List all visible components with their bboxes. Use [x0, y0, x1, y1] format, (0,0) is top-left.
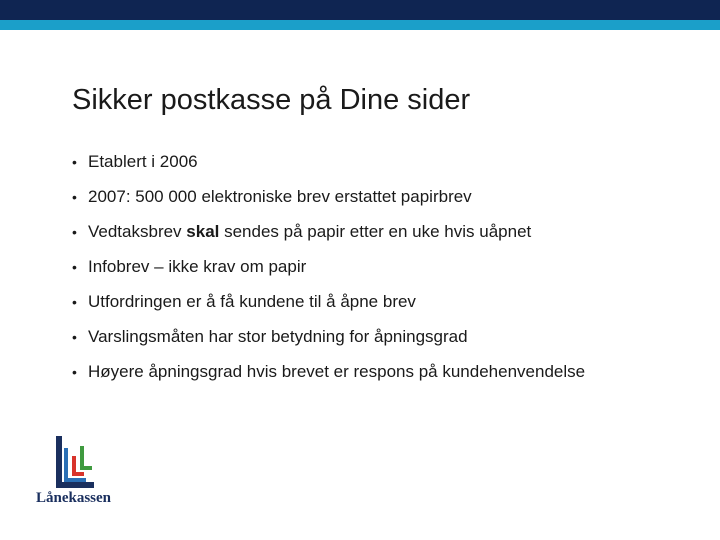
bullet-dot: •	[72, 154, 77, 170]
bullet-text: Infobrev – ikke krav om papir	[88, 257, 307, 276]
bullet-text: Etablert i 2006	[88, 152, 198, 171]
header-accent-stripe	[0, 20, 720, 30]
bullet-text-post: sendes på papir etter en uke hvis uåpnet	[219, 222, 532, 241]
bullet-item	[72, 255, 585, 290]
bullet-list	[72, 150, 585, 395]
bullet-dot: •	[72, 224, 77, 240]
bullet-text: 2007: 500 000 elektroniske brev erstattet papirbrev	[88, 187, 472, 206]
bullet-text: Høyere åpningsgrad hvis brevet er respons på kundehenvendelse	[88, 362, 586, 381]
bullet-item	[72, 360, 585, 395]
bullet-item	[72, 150, 585, 185]
header-bar	[0, 0, 720, 20]
bullet-item	[72, 220, 585, 255]
bullet-dot: •	[72, 189, 77, 205]
bullet-text: Varslingsmåten har stor betydning for åpningsgrad	[88, 327, 468, 346]
bullet-text-bold: skal	[186, 222, 220, 241]
bullet-text: Utfordringen er å få kundene til å åpne brev	[88, 292, 416, 311]
logo-wordmark: Lånekassen	[36, 490, 112, 506]
bullet-dot: •	[72, 294, 77, 310]
bullet-item	[72, 325, 585, 360]
bullet-dot: •	[72, 364, 77, 380]
slide-title: Sikker postkasse på Dine sider	[72, 84, 471, 116]
bullet-item	[72, 290, 585, 325]
bullet-text-pre: Vedtaksbrev	[88, 222, 187, 241]
bullet-item	[72, 185, 585, 220]
bullet-dot: •	[72, 259, 77, 275]
bullet-dot: •	[72, 329, 77, 345]
